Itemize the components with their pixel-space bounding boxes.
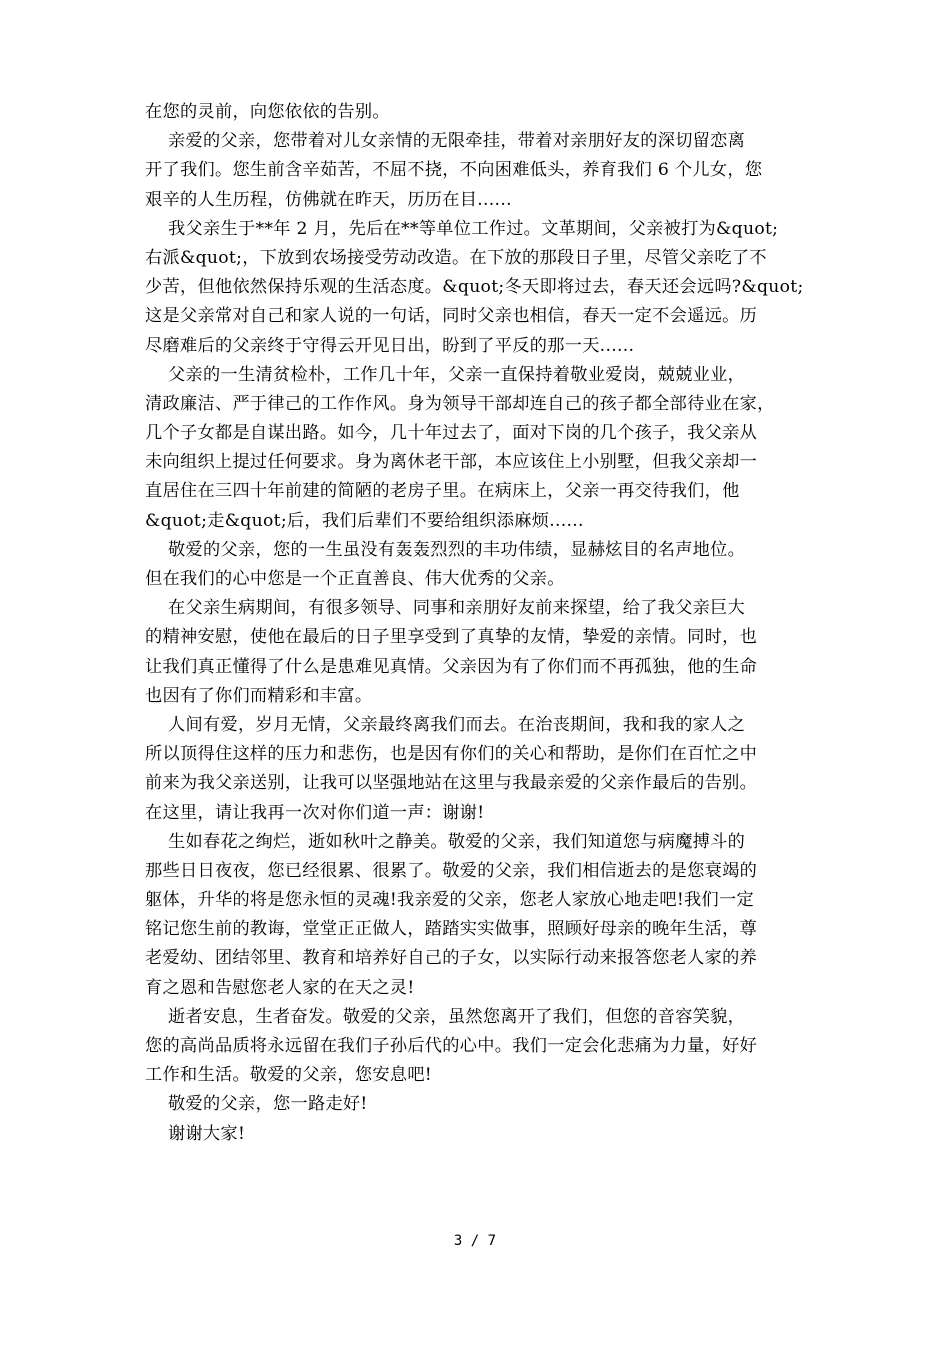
text-line: 在这里，请让我再一次对你们道一声：谢谢! bbox=[145, 802, 485, 823]
text-line: 在您的灵前，向您依依的告别。 bbox=[145, 102, 390, 122]
text-line: &quot;走&quot;后，我们后辈们不要给组织添麻烦...... bbox=[145, 510, 584, 531]
text-line: 逝者安息，生者奋发。敬爱的父亲，虽然您离开了我们，但您的音容笑貌， bbox=[145, 1006, 746, 1027]
text-line: 但在我们的心中您是一个正直善良、伟大优秀的父亲。 bbox=[145, 569, 565, 589]
text-line: 艰辛的人生历程，仿佛就在昨天，历历在目...... bbox=[145, 189, 512, 210]
text-line: 少苦，但他依然保持乐观的生活态度。&quot;冬天即将过去，春天还会远吗?&quot; bbox=[145, 277, 804, 298]
text-line: 前来为我父亲送别，让我可以坚强地站在这里与我最亲爱的父亲作最后的告别。 bbox=[145, 773, 758, 794]
text-line: 未向组织上提过任何要求。身为离休老干部，本应该住上小别墅，但我父亲却一 bbox=[145, 452, 758, 473]
text-line: 让我们真正懂得了什么是患难见真情。父亲因为有了你们而不再孤独，他的生命 bbox=[145, 656, 758, 677]
text-line: 亲爱的父亲，您带着对儿女亲情的无限牵挂，带着对亲朋好友的深切留恋离 bbox=[145, 131, 746, 152]
text-line: 在父亲生病期间，有很多领导、同事和亲朋好友前来探望，给了我父亲巨大 bbox=[145, 598, 746, 619]
text-line: 躯体，升华的将是您永恒的灵魂!我亲爱的父亲，您老人家放心地走吧!我们一定 bbox=[145, 890, 754, 911]
text-line: 谢谢大家! bbox=[145, 1123, 246, 1144]
text-line: 尽磨难后的父亲终于守得云开见日出，盼到了平反的那一天...... bbox=[145, 335, 635, 356]
text-line: 开了我们。您生前含辛茹苦，不屈不挠，不向困难低头，养育我们 6 个儿女，您 bbox=[145, 160, 763, 181]
page-number: 3 / 7 bbox=[453, 1233, 497, 1249]
text-line: 的精神安慰，使他在最后的日子里享受到了真挚的友情，挚爱的亲情。同时，也 bbox=[145, 627, 758, 648]
text-line: 父亲的一生清贫检朴，工作几十年，父亲一直保持着敬业爱岗，兢兢业业， bbox=[145, 364, 746, 385]
text-line: 这是父亲常对自己和家人说的一句话，同时父亲也相信，春天一定不会遥远。历 bbox=[145, 306, 758, 327]
text-line: 您的高尚品质将永远留在我们子孙后代的心中。我们一定会化悲痛为力量，好好 bbox=[145, 1036, 758, 1056]
text-line: 育之恩和告慰您老人家的在天之灵! bbox=[145, 977, 415, 998]
text-line: 右派&quot;，下放到农场接受劳动改造。在下放的那段日子里，尽管父亲吃了不 bbox=[145, 247, 767, 268]
text-line: 我父亲生于**年 2 月，先后在**等单位工作过。文革期间，父亲被打为&quot; bbox=[145, 218, 779, 239]
text-line: 老爱幼、团结邻里、教育和培养好自己的子女，以实际行动来报答您老人家的养 bbox=[145, 948, 758, 969]
text-line: 所以顶得住这样的压力和悲伤，也是因有你们的关心和帮助，是你们在百忙之中 bbox=[145, 744, 758, 765]
text-line: 那些日日夜夜，您已经很累、很累了。敬爱的父亲，我们相信逝去的是您衰竭的 bbox=[145, 860, 758, 881]
text-line: 工作和生活。敬爱的父亲，您安息吧! bbox=[145, 1065, 433, 1086]
text-line: 人间有爱，岁月无情，父亲最终离我们而去。在治丧期间，我和我的家人之 bbox=[145, 714, 746, 735]
text-line: 直居住在三四十年前建的简陋的老房子里。在病床上，父亲一再交待我们，他 bbox=[145, 481, 740, 502]
text-line: 敬爱的父亲，您一路走好! bbox=[145, 1094, 368, 1115]
text-line: 铭记您生前的教诲，堂堂正正做人，踏踏实实做事，照顾好母亲的晚年生活，尊 bbox=[145, 919, 758, 940]
text-line: 几个子女都是自谋出路。如今，几十年过去了，面对下岗的几个孩子，我父亲从 bbox=[145, 423, 758, 444]
document-body bbox=[145, 98, 807, 1149]
text-line: 敬爱的父亲，您的一生虽没有轰轰烈烈的丰功伟绩，显赫炫目的名声地位。 bbox=[145, 539, 746, 560]
text-line: 清政廉洁、严于律己的工作作风。身为领导干部却连自己的孩子都全部待业在家， bbox=[145, 393, 775, 414]
text-line: 也因有了你们而精彩和丰富。 bbox=[145, 685, 373, 706]
text-line: 生如春花之绚烂，逝如秋叶之静美。敬爱的父亲，我们知道您与病魔搏斗的 bbox=[145, 831, 746, 852]
